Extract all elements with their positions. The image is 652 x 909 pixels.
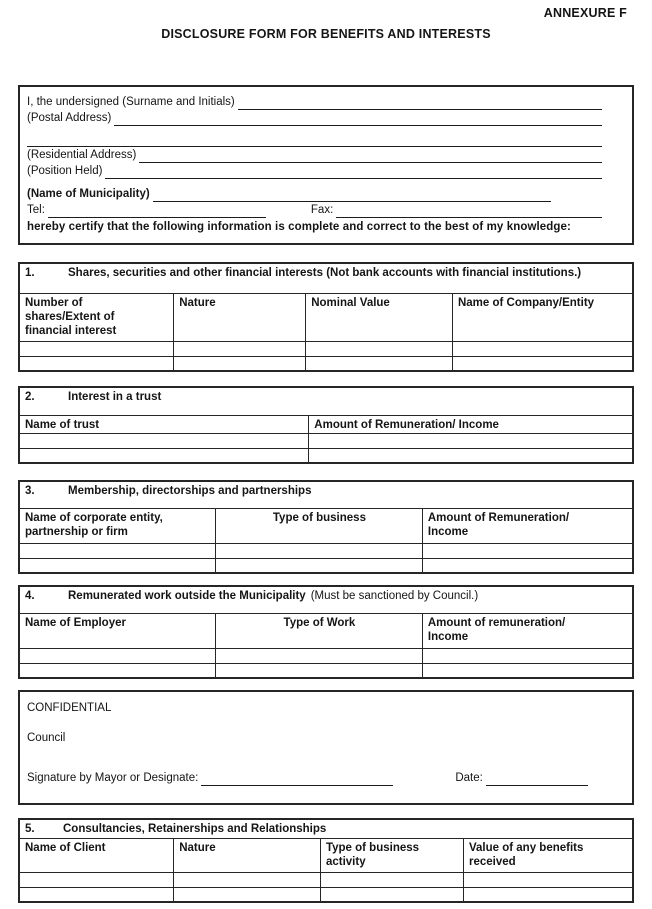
empty-cell <box>19 543 215 558</box>
column-header: Name of Client <box>19 838 174 872</box>
municipality-blank-field <box>153 188 551 202</box>
empty-cell <box>19 558 215 573</box>
empty-cell <box>215 558 422 573</box>
fax-label: Fax: <box>310 204 334 216</box>
confidential-heading: CONFIDENTIAL <box>27 702 112 714</box>
column-header: Name of corporate entity, partnership or firm <box>19 508 215 543</box>
empty-cell <box>320 872 463 887</box>
empty-cell <box>464 887 634 902</box>
residential-address-label: (Residential Address) <box>27 149 137 161</box>
empty-cell <box>174 887 321 902</box>
position-held-blank-field <box>105 165 602 179</box>
column-header: Value of any benefits received <box>464 838 634 872</box>
section-4-header-row <box>19 613 633 648</box>
section-3-header-row <box>19 508 633 543</box>
empty-cell <box>215 663 422 678</box>
empty-cell <box>19 356 174 371</box>
table-row <box>19 356 633 371</box>
section-1-number: 1. <box>25 267 35 279</box>
empty-cell <box>309 448 633 463</box>
section-3-title-row <box>19 481 633 508</box>
section-3-title: Membership, directorships and partnerships <box>68 485 312 497</box>
empty-cell <box>19 648 215 663</box>
date-label: Date: <box>455 772 483 784</box>
section-5-number: 5. <box>25 823 35 835</box>
column-header: Amount of Remuneration/ Income <box>309 415 633 433</box>
table-row <box>19 448 633 463</box>
empty-cell <box>464 872 634 887</box>
empty-cell <box>19 663 215 678</box>
section-4-table <box>18 585 634 679</box>
postal-address-blank-field <box>114 112 602 126</box>
signature-blank-field <box>201 772 393 786</box>
empty-cell <box>174 872 321 887</box>
column-header: Type of Work <box>215 613 422 648</box>
surname-initials-blank-field <box>238 96 602 110</box>
table-row <box>19 887 633 902</box>
position-held-label: (Position Held) <box>27 165 103 177</box>
section-1-table <box>18 262 634 372</box>
empty-cell <box>19 872 174 887</box>
section-2-table <box>18 386 634 464</box>
column-header: Name of Company/Entity <box>452 293 633 341</box>
tel-label: Tel: <box>27 204 45 216</box>
empty-cell <box>452 356 633 371</box>
date-blank-field <box>486 772 588 786</box>
identity-box <box>18 85 634 245</box>
section-3-number: 3. <box>25 485 35 497</box>
empty-cell <box>215 543 422 558</box>
empty-cell <box>422 543 633 558</box>
section-1-header-row <box>19 293 633 341</box>
section-1-title: Shares, securities and other financial interests (Not bank accounts with financial institutions.) <box>68 267 582 279</box>
empty-cell <box>19 448 309 463</box>
table-row <box>19 558 633 573</box>
table-row <box>19 543 633 558</box>
undersigned-row <box>27 94 602 110</box>
residential-address-blank-field <box>139 149 602 163</box>
table-row <box>19 433 633 448</box>
section-4-title-row <box>19 586 633 613</box>
column-header: Type of business <box>215 508 422 543</box>
empty-cell <box>452 341 633 356</box>
section-2-title: Interest in a trust <box>68 391 162 403</box>
confidential-box <box>18 690 634 805</box>
empty-cell <box>174 356 306 371</box>
column-header: Type of business activity <box>320 838 463 872</box>
signature-label: Signature by Mayor or Designate: <box>27 772 199 784</box>
column-header: Name of Employer <box>19 613 215 648</box>
undersigned-label: I, the undersigned (Surname and Initials) <box>27 96 235 108</box>
postal-address-row <box>27 110 602 126</box>
table-row <box>19 648 633 663</box>
empty-cell <box>306 341 453 356</box>
empty-cell <box>306 356 453 371</box>
empty-cell <box>215 648 422 663</box>
postal-address-label: (Postal Address) <box>27 112 112 124</box>
fax-blank-field <box>336 204 602 218</box>
table-row <box>19 341 633 356</box>
section-2-title-row <box>19 387 633 415</box>
column-header: Nominal Value <box>306 293 453 341</box>
empty-cell <box>19 433 309 448</box>
column-header: Amount of Remuneration/ Income <box>422 508 633 543</box>
empty-cell <box>422 558 633 573</box>
section-4-title-note: (Must be sanctioned by Council.) <box>310 590 479 602</box>
section-5-title: Consultancies, Retainerships and Relationships <box>63 823 327 835</box>
postal-address-continuation-row <box>27 133 602 147</box>
municipality-row <box>27 186 602 202</box>
section-4-number: 4. <box>25 590 35 602</box>
section-5-header-row <box>19 838 633 872</box>
section-2-header-row <box>19 415 633 433</box>
table-row <box>19 663 633 678</box>
section-3-table <box>18 480 634 574</box>
tel-fax-row <box>27 202 602 218</box>
empty-cell <box>422 648 633 663</box>
column-header: Nature <box>174 838 321 872</box>
column-header: Name of trust <box>19 415 309 433</box>
column-header: Number of shares/Extent of financial interest <box>19 293 174 341</box>
empty-cell <box>174 341 306 356</box>
section-5-table <box>18 818 634 903</box>
signature-row <box>27 770 602 786</box>
section-2-number: 2. <box>25 391 35 403</box>
table-row <box>19 872 633 887</box>
section-1-title-row <box>19 263 633 293</box>
council-label: Council <box>27 732 66 744</box>
annexure-label: ANNEXURE F <box>543 6 627 20</box>
position-held-row <box>27 163 602 179</box>
empty-cell <box>422 663 633 678</box>
section-4-title: Remunerated work outside the Municipality (Must be sanctioned by Council.) <box>68 590 479 602</box>
column-header: Nature <box>174 293 306 341</box>
empty-cell <box>19 887 174 902</box>
empty-cell <box>309 433 633 448</box>
certify-statement: hereby certify that the following information is complete and correct to the best of my knowledge: <box>27 221 571 233</box>
empty-cell <box>19 341 174 356</box>
residential-address-row <box>27 147 602 163</box>
page-title: DISCLOSURE FORM FOR BENEFITS AND INTERESTS <box>161 27 491 41</box>
column-header: Amount of remuneration/ Income <box>422 613 633 648</box>
municipality-label: (Name of Municipality) <box>27 188 150 200</box>
section-5-title-row <box>19 819 633 838</box>
tel-blank-field <box>48 204 266 218</box>
empty-cell <box>320 887 463 902</box>
postal-address-continuation-blank-field <box>27 133 602 147</box>
